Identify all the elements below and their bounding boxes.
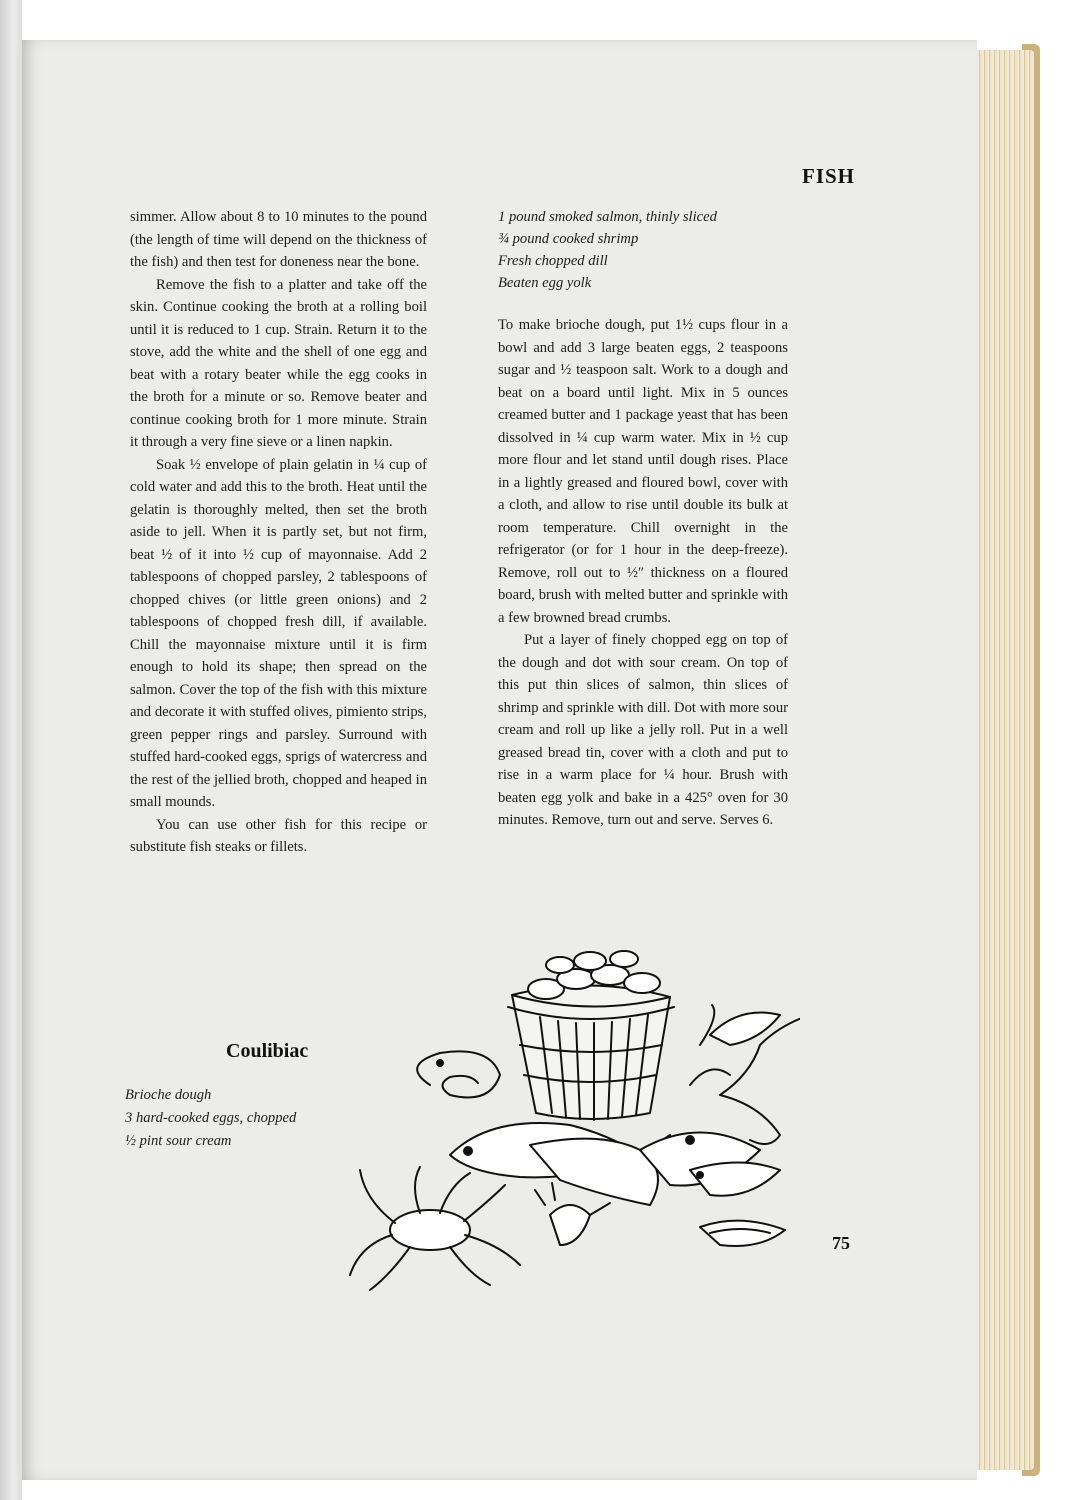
ingredient-item: Fresh chopped dill	[498, 253, 608, 269]
crab-icon	[350, 1167, 520, 1290]
paragraph: You can use other fish for this recipe or substitute fish steaks or fillets.	[130, 816, 427, 855]
ingredient-item: 3 hard-cooked eggs, chopped	[125, 1110, 297, 1126]
page-number: 75	[832, 1233, 850, 1253]
left-column	[130, 206, 427, 859]
paragraph: Soak ½ envelope of plain gelatin in ¼ cup of cold water and add this to the broth. Heat until the gelatin is thoroughly melted, then set the broth aside to jell. When it is partly set, but not firm, beat ½ of it into ½ cup of mayonnaise. Add 2 tablespoons of chopped parsley, 2 tablespoons of chopped chives (or little green onions) and 2 tablespoons of chopped fresh dill, if available. Chill the mayonnaise mixture until it is firm enough to hold its shape; then spread on the salmon. Cover the top of the fish with this mixture and decorate it with stuffed olives, pimiento strips, green pepper rings and parsley. Surround with stuffed hard-cooked eggs, sprigs of watercress and the rest of the jellied broth, chopped and heaped in small mounds.	[130, 456, 427, 810]
page-stack-edge	[970, 50, 1034, 1470]
seafood-basket-illustration	[340, 945, 800, 1295]
section-header: FISH	[802, 164, 856, 188]
ingredient-item: Brioche dough	[125, 1087, 212, 1103]
paragraph: simmer. Allow about 8 to 10 minutes to the pound (the length of time will depend on the thickness of the fish) and then test for doneness near the bone.	[130, 209, 427, 270]
paragraph: Put a layer of finely chopped egg on top of the dough and dot with sour cream. On top of this put thin slices of salmon, thin slices of shrimp and sprinkle with dill. Dot with more sour cream and roll up like a jelly roll. Put in a well greased bread tin, cover with a cloth and put to rise in a warm place for ¼ hour. Brush with beaten egg yolk and bake in a 425° oven for 30 minutes. Remove, turn out and serve. Serves 6.	[498, 632, 788, 828]
recipe-title: Coulibiac	[226, 1040, 309, 1062]
ingredient-item: 1 pound smoked salmon, thinly sliced	[498, 209, 717, 225]
book-gutter-left	[0, 0, 22, 1500]
right-column	[498, 206, 788, 832]
basket-icon	[508, 951, 674, 1120]
ingredient-item: ½ pint sour cream	[125, 1133, 232, 1149]
ingredient-item: ¾ pound cooked shrimp	[498, 231, 639, 247]
ingredient-list	[125, 1084, 296, 1153]
lobster-icon	[690, 1005, 800, 1144]
eel-icon	[417, 1051, 500, 1097]
paragraph: To make brioche dough, put 1½ cups flour in a bowl and add 3 large beaten eggs, 2 teaspoons sugar and ½ teaspoon salt. Work to a dough and beat on a board until light. Mix in 5 ounces creamed butter and 1 package yeast that has been dissolved in ¼ cup warm water. Mix in ½ cup more flour and let stand until dough rises. Place in a lightly greased and floured bowl, cover with a cloth, and allow to rise until double its bulk at room temperature. Chill overnight in the refrigerator (or for 1 hour in the deep-freeze). Remove, roll out to ½″ thickness on a floured board, brush with melted butter and sprinkle with a few browned bread crumbs.	[498, 317, 788, 626]
mussel-icon	[700, 1221, 785, 1246]
ingredient-item: Beaten egg yolk	[498, 275, 592, 291]
paragraph: Remove the fish to a platter and take off the skin. Continue cooking the broth at a rolling boil until it is reduced to 1 cup. Strain. Return it to the stove, add the white and the shell of one egg and beat with a rotary beater while the egg cooks in the broth for a minute or so. Remove beater and continue cooking broth for 1 more minute. Strain it through a very fine sieve or a linen napkin.	[130, 276, 427, 450]
ingredient-list-continued	[498, 206, 788, 294]
fish-icon	[450, 1123, 780, 1205]
